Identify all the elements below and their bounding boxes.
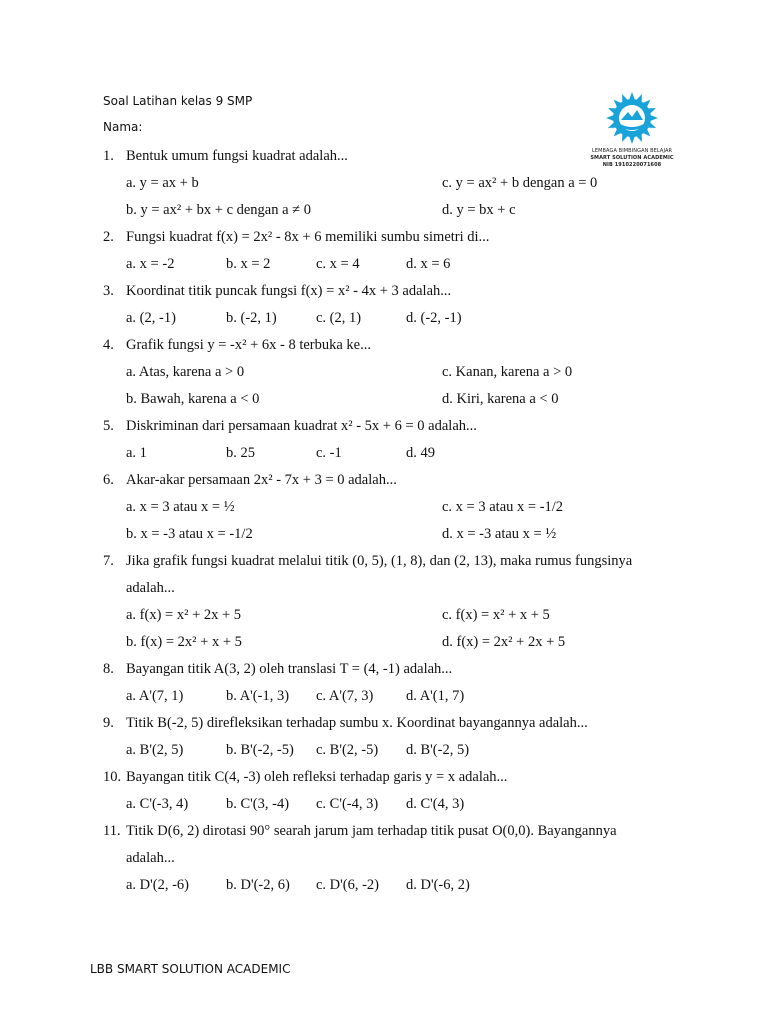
answer-options-row [103,197,683,224]
question-stem [103,845,683,872]
logo-line-3: NIB 1910220071608 [602,162,662,168]
footer-text: LBB SMART SOLUTION ACADEMIC [90,962,291,976]
answer-option-b: b. Bawah, karena a < 0 [126,391,260,407]
question-number: 4. [103,337,114,353]
answer-option-d: d. (-2, -1) [406,310,462,326]
answer-options-row [103,683,683,710]
sun-emblem-icon [584,91,680,147]
answer-option-c: c. f(x) = x² + x + 5 [442,607,550,623]
answer-option-d: d. f(x) = 2x² + 2x + 5 [442,634,566,650]
answer-options-row [103,629,683,656]
answer-option-c: c. Kanan, karena a > 0 [442,364,573,380]
question-number: 9. [103,715,114,731]
question-number: 6. [103,472,114,488]
question-text: Jika grafik fungsi kuadrat melalui titik (0, 5), (1, 8), dan (2, 13), maka rumus fungsinya [126,553,633,569]
answer-option-d: d. D'(-6, 2) [406,877,470,893]
question-text: Grafik fungsi y = -x² + 6x - 8 terbuka ke... [126,337,371,353]
answer-options-row [103,359,683,386]
answer-options-row [103,737,683,764]
answer-option-d: d. A'(1, 7) [406,688,465,704]
question-number: 10. [103,769,122,785]
answer-option-b: b. B'(-2, -5) [226,742,294,758]
question-number: 5. [103,418,114,434]
question-stem [103,656,683,683]
answer-option-c: c. -1 [316,445,342,461]
logo-line-2: SMART SOLUTION ACADEMIC [590,155,674,161]
answer-option-c: c. D'(6, -2) [316,877,380,893]
answer-option-d: d. B'(-2, 5) [406,742,470,758]
question-text: Titik B(-2, 5) direfleksikan terhadap sumbu x. Koordinat bayangannya adalah... [126,715,588,731]
answer-option-b: b. 25 [226,445,255,461]
answer-option-c: c. A'(7, 3) [316,688,374,704]
question-text: adalah... [126,850,175,866]
answer-options-row [103,872,683,899]
answer-option-c: c. x = 3 atau x = -1/2 [442,499,564,515]
question-stem [103,224,683,251]
question-stem [103,467,683,494]
answer-option-c: c. x = 4 [316,256,360,272]
answer-option-d: d. Kiri, karena a < 0 [442,391,559,407]
answer-option-c: c. B'(2, -5) [316,742,379,758]
answer-option-b: b. f(x) = 2x² + x + 5 [126,634,242,650]
question-text: Diskriminan dari persamaan kuadrat x² - 5x + 6 = 0 adalah... [126,418,477,434]
question-stem [103,332,683,359]
answer-option-b: b. x = -3 atau x = -1/2 [126,526,253,542]
answer-option-c: c. y = ax² + b dengan a = 0 [442,175,598,191]
answer-options-row [103,251,683,278]
answer-option-a: a. f(x) = x² + 2x + 5 [126,607,242,623]
answer-option-d: d. C'(4, 3) [406,796,465,812]
answer-options-row [103,791,683,818]
name-label: Nama: [103,120,143,134]
question-number: 11. [103,823,121,839]
question-number: 2. [103,229,114,245]
answer-options-row [103,521,683,548]
answer-option-b: b. C'(3, -4) [226,796,290,812]
answer-option-c: c. (2, 1) [316,310,362,326]
question-stem [103,818,683,845]
question-number: 1. [103,148,114,164]
question-stem [103,575,683,602]
question-stem [103,548,683,575]
question-text: Bayangan titik C(4, -3) oleh refleksi terhadap garis y = x adalah... [126,769,508,785]
question-stem [103,143,683,170]
answer-options-row [103,602,683,629]
question-text: adalah... [126,580,175,596]
answer-options-row [103,494,683,521]
answer-option-a: a. C'(-3, 4) [126,796,189,812]
answer-option-a: a. x = 3 atau x = ½ [126,499,235,515]
answer-options-row [103,170,683,197]
answer-options-row [103,305,683,332]
logo-line-1: LEMBAGA BIMBINGAN BELAJAR [591,148,673,154]
answer-option-d: d. x = -3 atau x = ½ [442,526,557,542]
question-number: 8. [103,661,114,677]
answer-option-b: b. D'(-2, 6) [226,877,290,893]
answer-option-c: c. C'(-4, 3) [316,796,379,812]
question-text: Titik D(6, 2) dirotasi 90° searah jarum jam terhadap titik pusat O(0,0). Bayangannya [126,823,617,839]
question-stem [103,710,683,737]
worksheet-title: Soal Latihan kelas 9 SMP [103,94,253,108]
answer-option-b: b. x = 2 [226,256,271,272]
answer-option-a: a. y = ax + b [126,175,199,191]
answer-option-d: d. 49 [406,445,435,461]
answer-options-row [103,386,683,413]
answer-option-b: b. y = ax² + bx + c dengan a ≠ 0 [126,202,312,218]
question-number: 7. [103,553,114,569]
answer-option-a: a. Atas, karena a > 0 [126,364,245,380]
answer-option-b: b. (-2, 1) [226,310,277,326]
question-stem [103,764,683,791]
answer-option-d: d. x = 6 [406,256,451,272]
question-stem [103,413,683,440]
question-stem [103,278,683,305]
answer-option-a: a. B'(2, 5) [126,742,184,758]
question-list [103,143,683,899]
answer-option-a: a. A'(7, 1) [126,688,184,704]
question-text: Bentuk umum fungsi kuadrat adalah... [126,148,348,164]
question-text: Akar-akar persamaan 2x² - 7x + 3 = 0 adalah... [126,472,397,488]
answer-option-a: a. D'(2, -6) [126,877,190,893]
answer-option-b: b. A'(-1, 3) [226,688,290,704]
question-number: 3. [103,283,114,299]
answer-option-a: a. x = -2 [126,256,175,272]
question-text: Fungsi kuadrat f(x) = 2x² - 8x + 6 memiliki sumbu simetri di... [126,229,490,245]
question-text: Koordinat titik puncak fungsi f(x) = x² - 4x + 3 adalah... [126,283,452,299]
answer-options-row [103,440,683,467]
answer-option-a: a. (2, -1) [126,310,176,326]
question-text: Bayangan titik A(3, 2) oleh translasi T = (4, -1) adalah... [126,661,453,677]
answer-option-a: a. 1 [126,445,147,461]
answer-option-d: d. y = bx + c [442,202,516,218]
